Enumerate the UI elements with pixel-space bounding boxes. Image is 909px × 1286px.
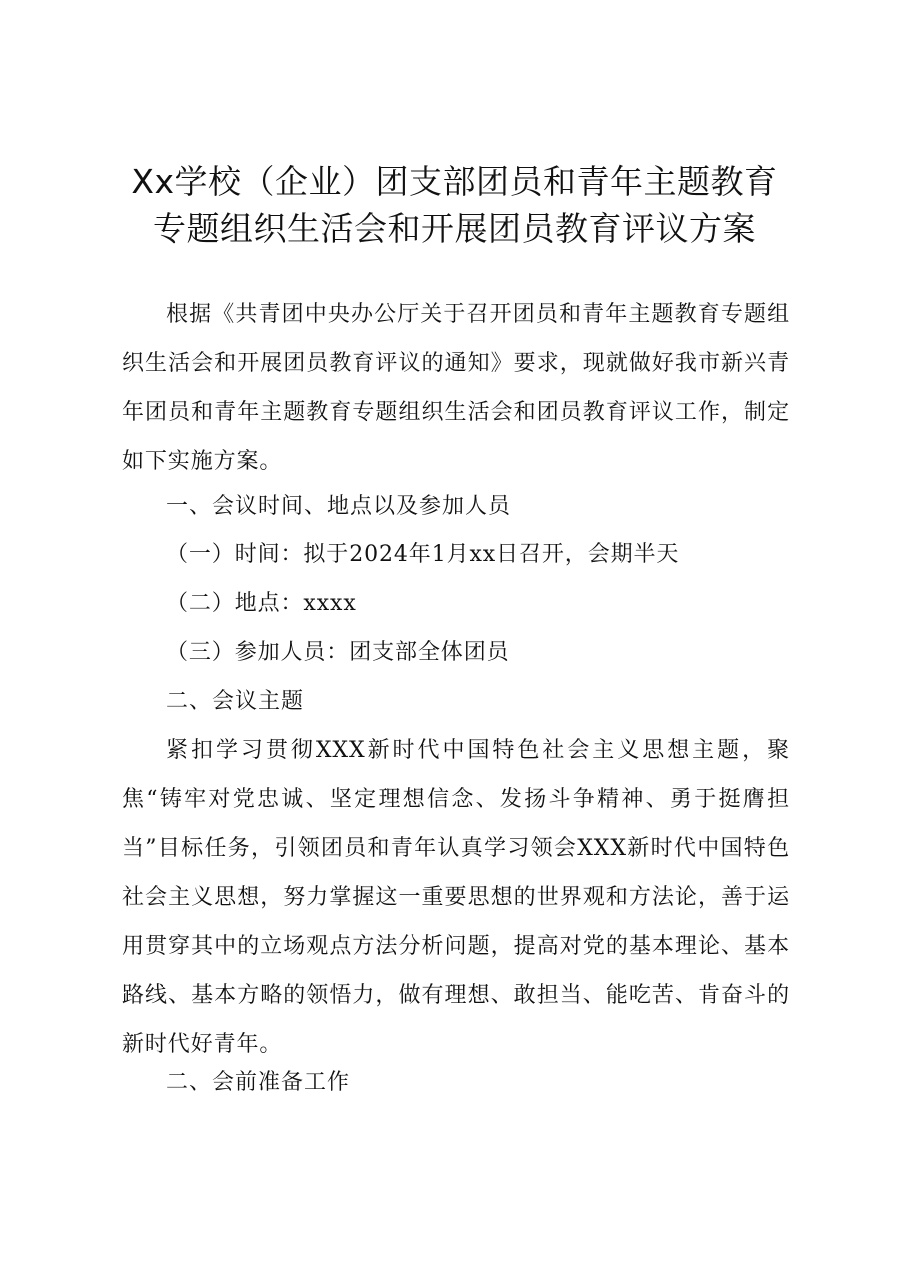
section-1-item-location: （二）地点：xxxx [166, 591, 357, 616]
section-1-item-attendees: （三）参加人员：团支部全体团员 [166, 640, 510, 665]
title-line-2: 专题组织生活会和开展团员教育评议方案 [153, 209, 756, 248]
section-3-heading: 二、会前准备工作 [166, 1070, 351, 1095]
intro-paragraph: 根据《共青团中央办公厅关于召开团员和青年主题教育专题组织生活会和开展团员教育评议的通知》要求，现就做好我市新兴青年团员和青年主题教育专题组织生活会和团员教育评议工作，制定如下实施方案。 [122, 302, 790, 474]
section-1-heading: 一、会议时间、地点以及参加人员 [166, 494, 512, 519]
title-line-1: Xx学校（企业）团支部团员和青年主题教育 [131, 162, 778, 201]
document-title [100, 158, 809, 252]
section-1-item-time: （一）时间：拟于2024年1月xx日召开，会期半天 [166, 542, 680, 567]
section-2-heading: 二、会议主题 [166, 689, 305, 714]
section-2-paragraph: 紧扣学习贯彻XXX新时代中国特色社会主义思想主题，聚焦“铸牢对党忠诚、坚定理想信念、发扬斗争精神、勇于挺膺担当”目标任务，引领团员和青年认真学习领会XXX新时代中国特色社会主义思想，努力掌握这一重要思想的世界观和方法论，善于运用贯穿其中的立场观点方法分析问题，提高对党的基本理论、基本路线、基本方略的领悟力，做有理想、敢担当、能吃苦、肯奋斗的新时代好青年。 [122, 738, 790, 1057]
